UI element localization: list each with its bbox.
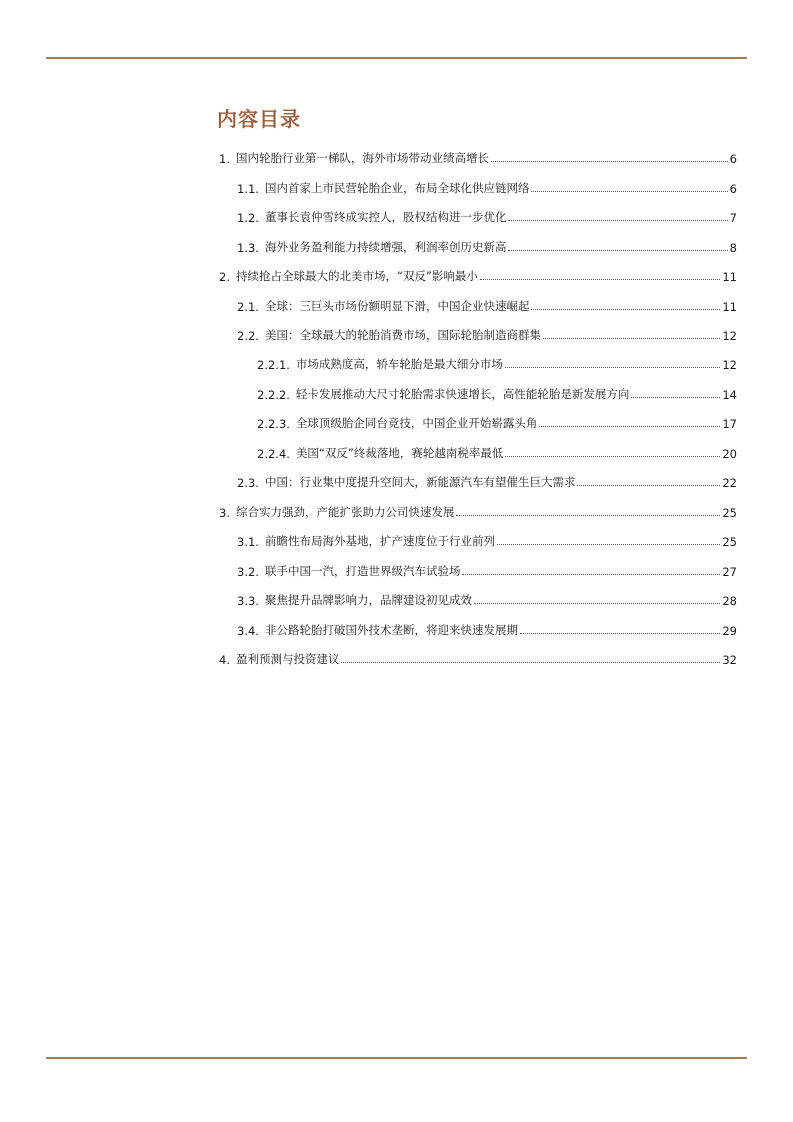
toc-leader-dots: [531, 309, 720, 310]
toc-entry[interactable]: [219, 264, 737, 284]
toc-entry-text: 综合实力强劲，产能扩张助力公司快速发展: [235, 505, 455, 519]
toc-entry-page: 6: [729, 152, 737, 166]
footer-rule: [46, 1057, 747, 1059]
toc-entry-number: 2.2.: [237, 329, 259, 343]
toc-entry-page: 27: [722, 565, 737, 579]
toc-title: 内容目录: [217, 107, 301, 131]
toc-entry-page: 11: [722, 300, 737, 314]
toc-entry-text: 海外业务盈利能力持续增强，利润率创历史新高: [264, 240, 507, 254]
toc-leader-dots: [505, 367, 720, 368]
toc-entry-text: 联手中国一汽，打造世界级汽车试验场: [264, 564, 461, 578]
toc-entry-text: 非公路轮胎打破国外技术垄断，将迎来快速发展期: [264, 623, 518, 637]
toc-entry-text: 美国“双反”终裁落地，赛轮越南税率最低: [295, 446, 504, 460]
toc-leader-dots: [543, 338, 720, 339]
toc-entry-page: 32: [722, 653, 737, 667]
toc-entry-text: 美国：全球最大的轮胎消费市场，国际轮胎制造商群集: [264, 328, 541, 342]
toc-entry-page: 12: [722, 358, 737, 372]
toc-entry[interactable]: [219, 352, 737, 372]
toc-leader-dots: [491, 161, 728, 162]
toc-entry[interactable]: [219, 146, 737, 166]
toc-entry-number: 3.: [219, 506, 230, 520]
toc-entry[interactable]: [219, 205, 737, 225]
toc-entry[interactable]: [219, 176, 737, 196]
toc-leader-dots: [508, 220, 727, 221]
toc-leader-dots: [462, 574, 720, 575]
toc-entry-text: 全球顶级胎企同台竞技，中国企业开始崭露头角: [295, 416, 538, 430]
toc-leader-dots: [520, 633, 720, 634]
header-rule: [46, 57, 747, 59]
toc-entry-page: 14: [722, 388, 737, 402]
toc-entry-text: 董事长袁仲雪终成实控人，股权结构进一步优化: [264, 210, 507, 224]
toc-entry[interactable]: [219, 588, 737, 608]
toc-entry-number: 4.: [219, 653, 230, 667]
toc-entry-number: 3.3.: [237, 594, 259, 608]
toc-entry-page: 17: [722, 417, 737, 431]
toc-entry[interactable]: [219, 235, 737, 255]
toc-entry-text: 国内轮胎行业第一梯队，海外市场带动业绩高增长: [235, 151, 489, 165]
toc-entry-page: 12: [722, 329, 737, 343]
toc-leader-dots: [531, 191, 727, 192]
toc-entry[interactable]: [219, 411, 737, 431]
toc-entry-number: 2.: [219, 270, 230, 284]
toc-entry-page: 8: [729, 241, 737, 255]
toc-leader-dots: [456, 515, 720, 516]
toc-entry-text: 盈利预测与投资建议: [235, 652, 340, 666]
toc-leader-dots: [539, 426, 720, 427]
toc-entry-number: 3.4.: [237, 624, 259, 638]
toc-leader-dots: [505, 456, 720, 457]
toc-entry-text: 聚焦提升品牌影响力，品牌建设初见成效: [264, 593, 472, 607]
toc-entry-page: 29: [722, 624, 737, 638]
toc-entry-page: 6: [729, 182, 737, 196]
toc-entry[interactable]: [219, 529, 737, 549]
toc-leader-dots: [341, 662, 720, 663]
toc-entry[interactable]: [219, 647, 737, 667]
toc-entry-text: 前瞻性布局海外基地，扩产速度位于行业前列: [264, 534, 495, 548]
toc-entry-number: 3.1.: [237, 535, 259, 549]
toc-entry-number: 1.2.: [237, 211, 259, 225]
toc-entry-number: 1.: [219, 152, 230, 166]
toc-entry-number: 2.2.4.: [257, 447, 290, 461]
toc-entry[interactable]: [219, 441, 737, 461]
toc-entry-number: 3.2.: [237, 565, 259, 579]
toc-entry-number: 1.1.: [237, 182, 259, 196]
toc-entry-page: 22: [722, 476, 737, 490]
toc-entry-number: 1.3.: [237, 241, 259, 255]
toc-entry-text: 全球：三巨头市场份额明显下滑，中国企业快速崛起: [264, 299, 530, 313]
toc-leader-dots: [577, 485, 720, 486]
toc-entry-text: 持续抢占全球最大的北美市场，“双反”影响最小: [235, 269, 478, 283]
toc-entry-number: 2.2.1.: [257, 358, 290, 372]
toc-entry-page: 25: [722, 535, 737, 549]
toc-entry-page: 20: [722, 447, 737, 461]
toc-entry-page: 7: [729, 211, 737, 225]
toc-entry-number: 2.1.: [237, 300, 259, 314]
toc-entry-number: 2.2.3.: [257, 417, 290, 431]
toc-entry-page: 11: [722, 270, 737, 284]
toc-leader-dots: [631, 397, 720, 398]
toc-entry[interactable]: [219, 382, 737, 402]
toc-entry-text: 市场成熟度高，轿车轮胎是最大细分市场: [295, 357, 503, 371]
toc-entry-page: 28: [722, 594, 737, 608]
toc-entry[interactable]: [219, 618, 737, 638]
toc-leader-dots: [497, 544, 720, 545]
toc-leader-dots: [474, 603, 720, 604]
toc-entry[interactable]: [219, 559, 737, 579]
toc-entry[interactable]: [219, 294, 737, 314]
toc-entry[interactable]: [219, 323, 737, 343]
toc-entry-text: 轻卡发展推动大尺寸轮胎需求快速增长，高性能轮胎是新发展方向: [295, 387, 630, 401]
toc-entry-page: 25: [722, 506, 737, 520]
toc-entry-number: 2.2.2.: [257, 388, 290, 402]
toc-leader-dots: [480, 279, 720, 280]
toc-entry[interactable]: [219, 470, 737, 490]
toc-entry-text: 国内首家上市民营轮胎企业，布局全球化供应链网络: [264, 181, 530, 195]
toc-entry-text: 中国：行业集中度提升空间大，新能源汽车有望催生巨大需求: [264, 475, 576, 489]
toc-leader-dots: [508, 250, 727, 251]
toc-entry-number: 2.3.: [237, 476, 259, 490]
toc-entry[interactable]: [219, 500, 737, 520]
